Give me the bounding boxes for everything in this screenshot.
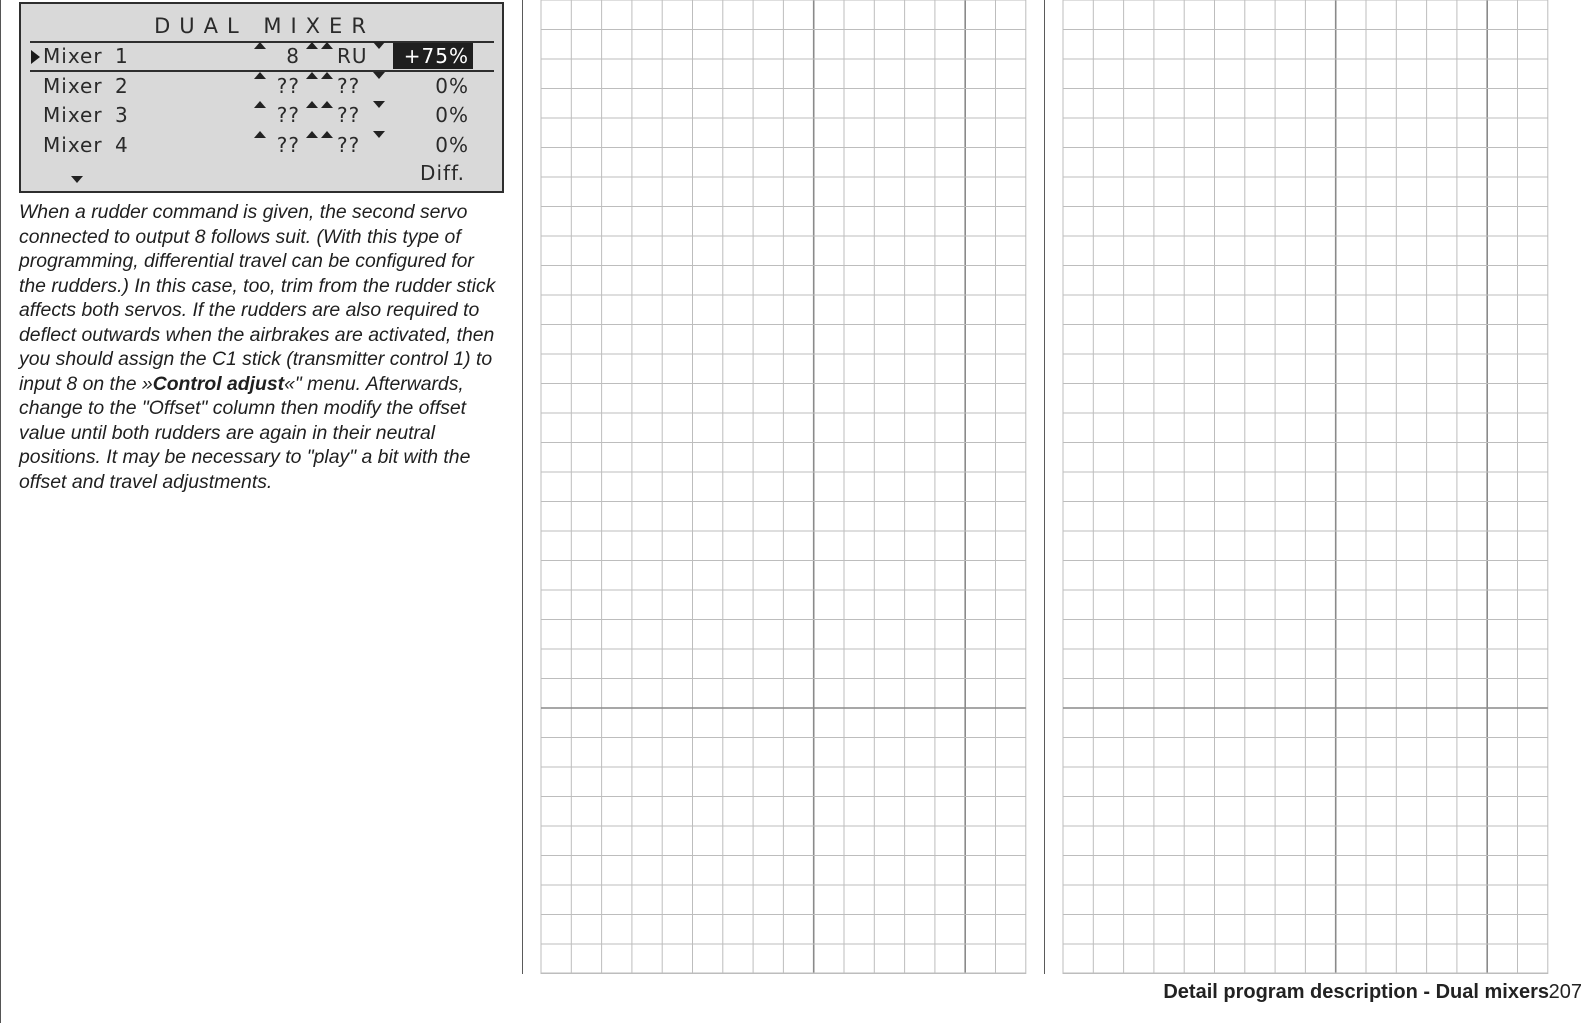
mixer-input-to: RU [337, 44, 368, 68]
mixer-row-4[interactable] [21, 131, 502, 159]
mixer-row-3[interactable] [21, 101, 502, 129]
mixer-input-to: ?? [337, 103, 361, 127]
page-number: 207 [1548, 981, 1582, 1003]
arrow-up-icon [321, 72, 333, 79]
arrow-up-icon [321, 42, 333, 49]
mixer-label: Mixer [43, 74, 103, 98]
mixer-input-to: ?? [337, 74, 361, 98]
notes-grid-right [1044, 0, 1551, 974]
arrow-up-icon [254, 42, 266, 49]
mixer-label: Mixer [43, 133, 103, 157]
arrow-down-icon [373, 131, 385, 138]
arrow-up-icon [321, 131, 333, 138]
body-paragraph [19, 200, 497, 494]
arrow-down-icon [373, 101, 385, 108]
mixer-row-1[interactable] [21, 42, 502, 70]
mixer-diff-value[interactable]: 0% [435, 74, 469, 98]
scroll-down-icon[interactable] [71, 176, 83, 183]
mixer-input-from: 8 [286, 44, 300, 68]
lcd-title: DUAL MIXER [154, 14, 375, 38]
arrow-up-icon [306, 42, 318, 49]
mixer-input-from: ?? [276, 74, 300, 98]
arrow-up-icon [254, 72, 266, 79]
mixer-number: 3 [115, 103, 128, 127]
arrow-up-icon [306, 72, 318, 79]
grid-lines [1045, 0, 1551, 974]
mixer-diff-value[interactable]: 0% [435, 103, 469, 127]
arrow-up-icon [254, 131, 266, 138]
arrow-up-icon [306, 101, 318, 108]
arrow-up-icon [321, 101, 333, 108]
menu-name: Control adjust [152, 372, 285, 395]
mixer-diff-value[interactable]: 0% [435, 133, 469, 157]
mixer-input-to: ?? [337, 133, 361, 157]
selection-cursor-icon [31, 50, 40, 64]
lcd-screen [19, 2, 504, 193]
mixer-number: 1 [115, 44, 128, 68]
mixer-diff-value[interactable]: +75% [393, 43, 473, 69]
mixer-input-from: ?? [276, 103, 300, 127]
arrow-down-icon [373, 42, 385, 49]
arrow-up-icon [306, 131, 318, 138]
body-text-part1: When a rudder command is given, the second servo connected to output 8 follows suit. (With this type of programming, differential travel can be configured for the rudders.) In this case, too, trim from the rudder stick affects both servos. If the rudders are also required to deflect outwards when the airbrakes are activated, then you should assign the C1 stick (transmitter control 1) to input 8 on the » [19, 201, 496, 395]
diff-column-label: Diff. [420, 161, 465, 185]
mixer-number: 4 [115, 133, 128, 157]
body-text-part2: «" menu. Afterwards, change to the "Offset" column then modify the offset value until both rudders are again in their neutral positions. It may be necessary to "play" a bit with the offset and travel adjustments. [19, 372, 471, 493]
notes-grid-left [522, 0, 1029, 974]
footer-title: Detail program description - Dual mixers [1163, 981, 1549, 1003]
page-edge-rule [0, 0, 1, 1023]
arrow-down-icon [373, 72, 385, 79]
arrow-up-icon [254, 101, 266, 108]
mixer-row-2[interactable] [21, 72, 502, 100]
mixer-number: 2 [115, 74, 128, 98]
mixer-label: Mixer [43, 103, 103, 127]
mixer-label: Mixer [43, 44, 103, 68]
grid-lines [523, 0, 1029, 974]
mixer-input-from: ?? [276, 133, 300, 157]
